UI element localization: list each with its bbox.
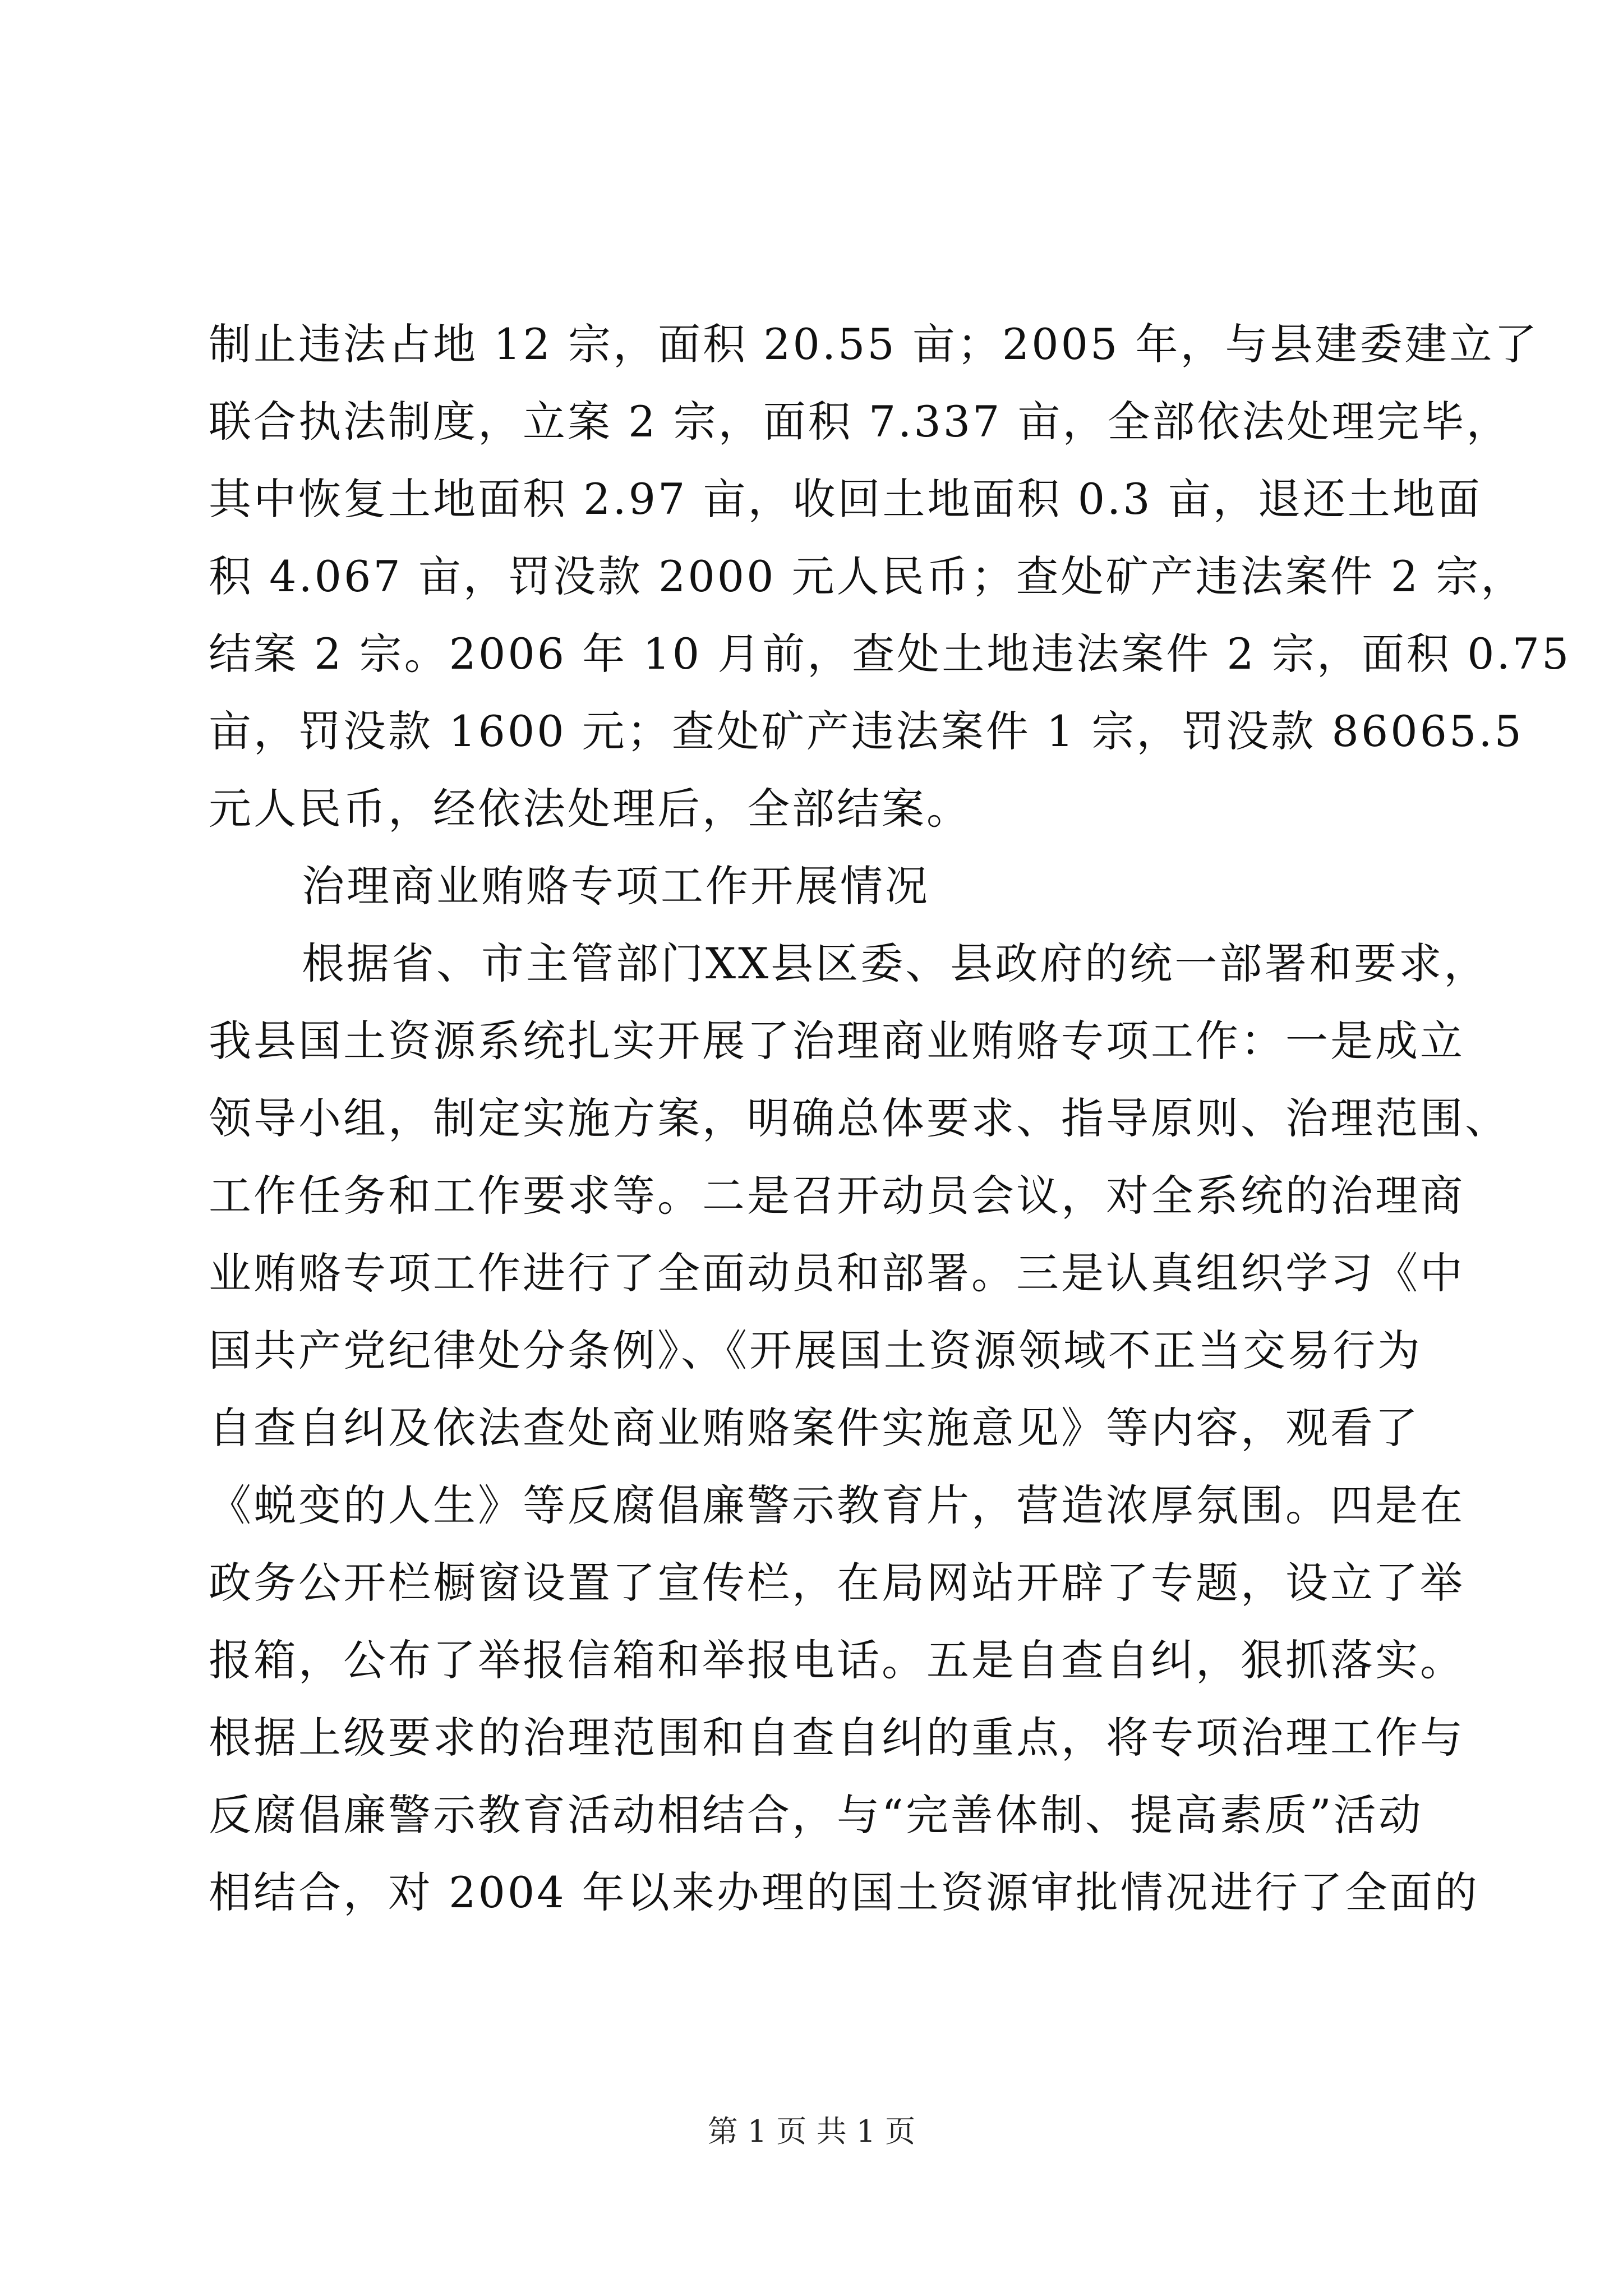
text-line: 积 4.067 亩，罚没款 2000 元人民币；查处矿产违法案件 2 宗，	[209, 551, 1526, 601]
text-line: 业贿赂专项工作进行了全面动员和部署。三是认真组织学习《中	[209, 1248, 1465, 1298]
text-line: 其中恢复土地面积 2.97 亩，收回土地面积 0.3 亩，退还土地面	[209, 474, 1482, 524]
text-line: 国共产党纪律处分条例》、《开展国土资源领域不正当交易行为	[209, 1326, 1422, 1375]
text-line: 制止违法占地 12 宗，面积 20.55 亩；2005 年，与县建委建立了	[209, 319, 1539, 369]
text-line: 政务公开栏橱窗设置了宣传栏，在局网站开辟了专题，设立了举	[209, 1558, 1465, 1608]
text-line: 《蜕变的人生》等反腐倡廉警示教育片，营造浓厚氛围。四是在	[209, 1480, 1465, 1530]
text-line: 工作任务和工作要求等。二是召开动员会议，对全系统的治理商	[209, 1171, 1465, 1221]
paragraph-first-line: 根据省、市主管部门XX县区委、县政府的统一部署和要求，	[302, 938, 1489, 988]
text-line: 联合执法制度，立案 2 宗，面积 7.337 亩，全部依法处理完毕，	[209, 397, 1511, 447]
text-line: 反腐倡廉警示教育活动相结合，与“完善体制、提高素质”活动	[209, 1790, 1423, 1840]
page-footer: 第 1 页 共 1 页	[707, 2114, 916, 2149]
text-line: 相结合，对 2004 年以来办理的国土资源审批情况进行了全面的	[209, 1867, 1479, 1917]
text-line: 亩，罚没款 1600 元；查处矿产违法案件 1 宗，罚没款 86065.5	[209, 706, 1524, 756]
text-line: 结案 2 宗。2006 年 10 月前，查处土地违法案件 2 宗，面积 0.75	[209, 629, 1571, 679]
text-line: 我县国土资源系统扎实开展了治理商业贿赂专项工作：一是成立	[209, 1016, 1465, 1066]
text-line: 自查自纠及依法查处商业贿赂案件实施意见》等内容，观看了	[209, 1403, 1420, 1453]
document-body	[209, 306, 1571, 1931]
text-line: 根据上级要求的治理范围和自查自纠的重点，将专项治理工作与	[209, 1713, 1465, 1763]
section-heading: 治理商业贿赂专项工作开展情况	[302, 861, 930, 911]
text-line: 元人民币，经依法处理后，全部结案。	[209, 784, 971, 834]
text-line: 领导小组，制定实施方案，明确总体要求、指导原则、治理范围、	[209, 1093, 1510, 1143]
text-line: 报箱，公布了举报信箱和举报电话。五是自查自纠，狠抓落实。	[209, 1635, 1465, 1685]
